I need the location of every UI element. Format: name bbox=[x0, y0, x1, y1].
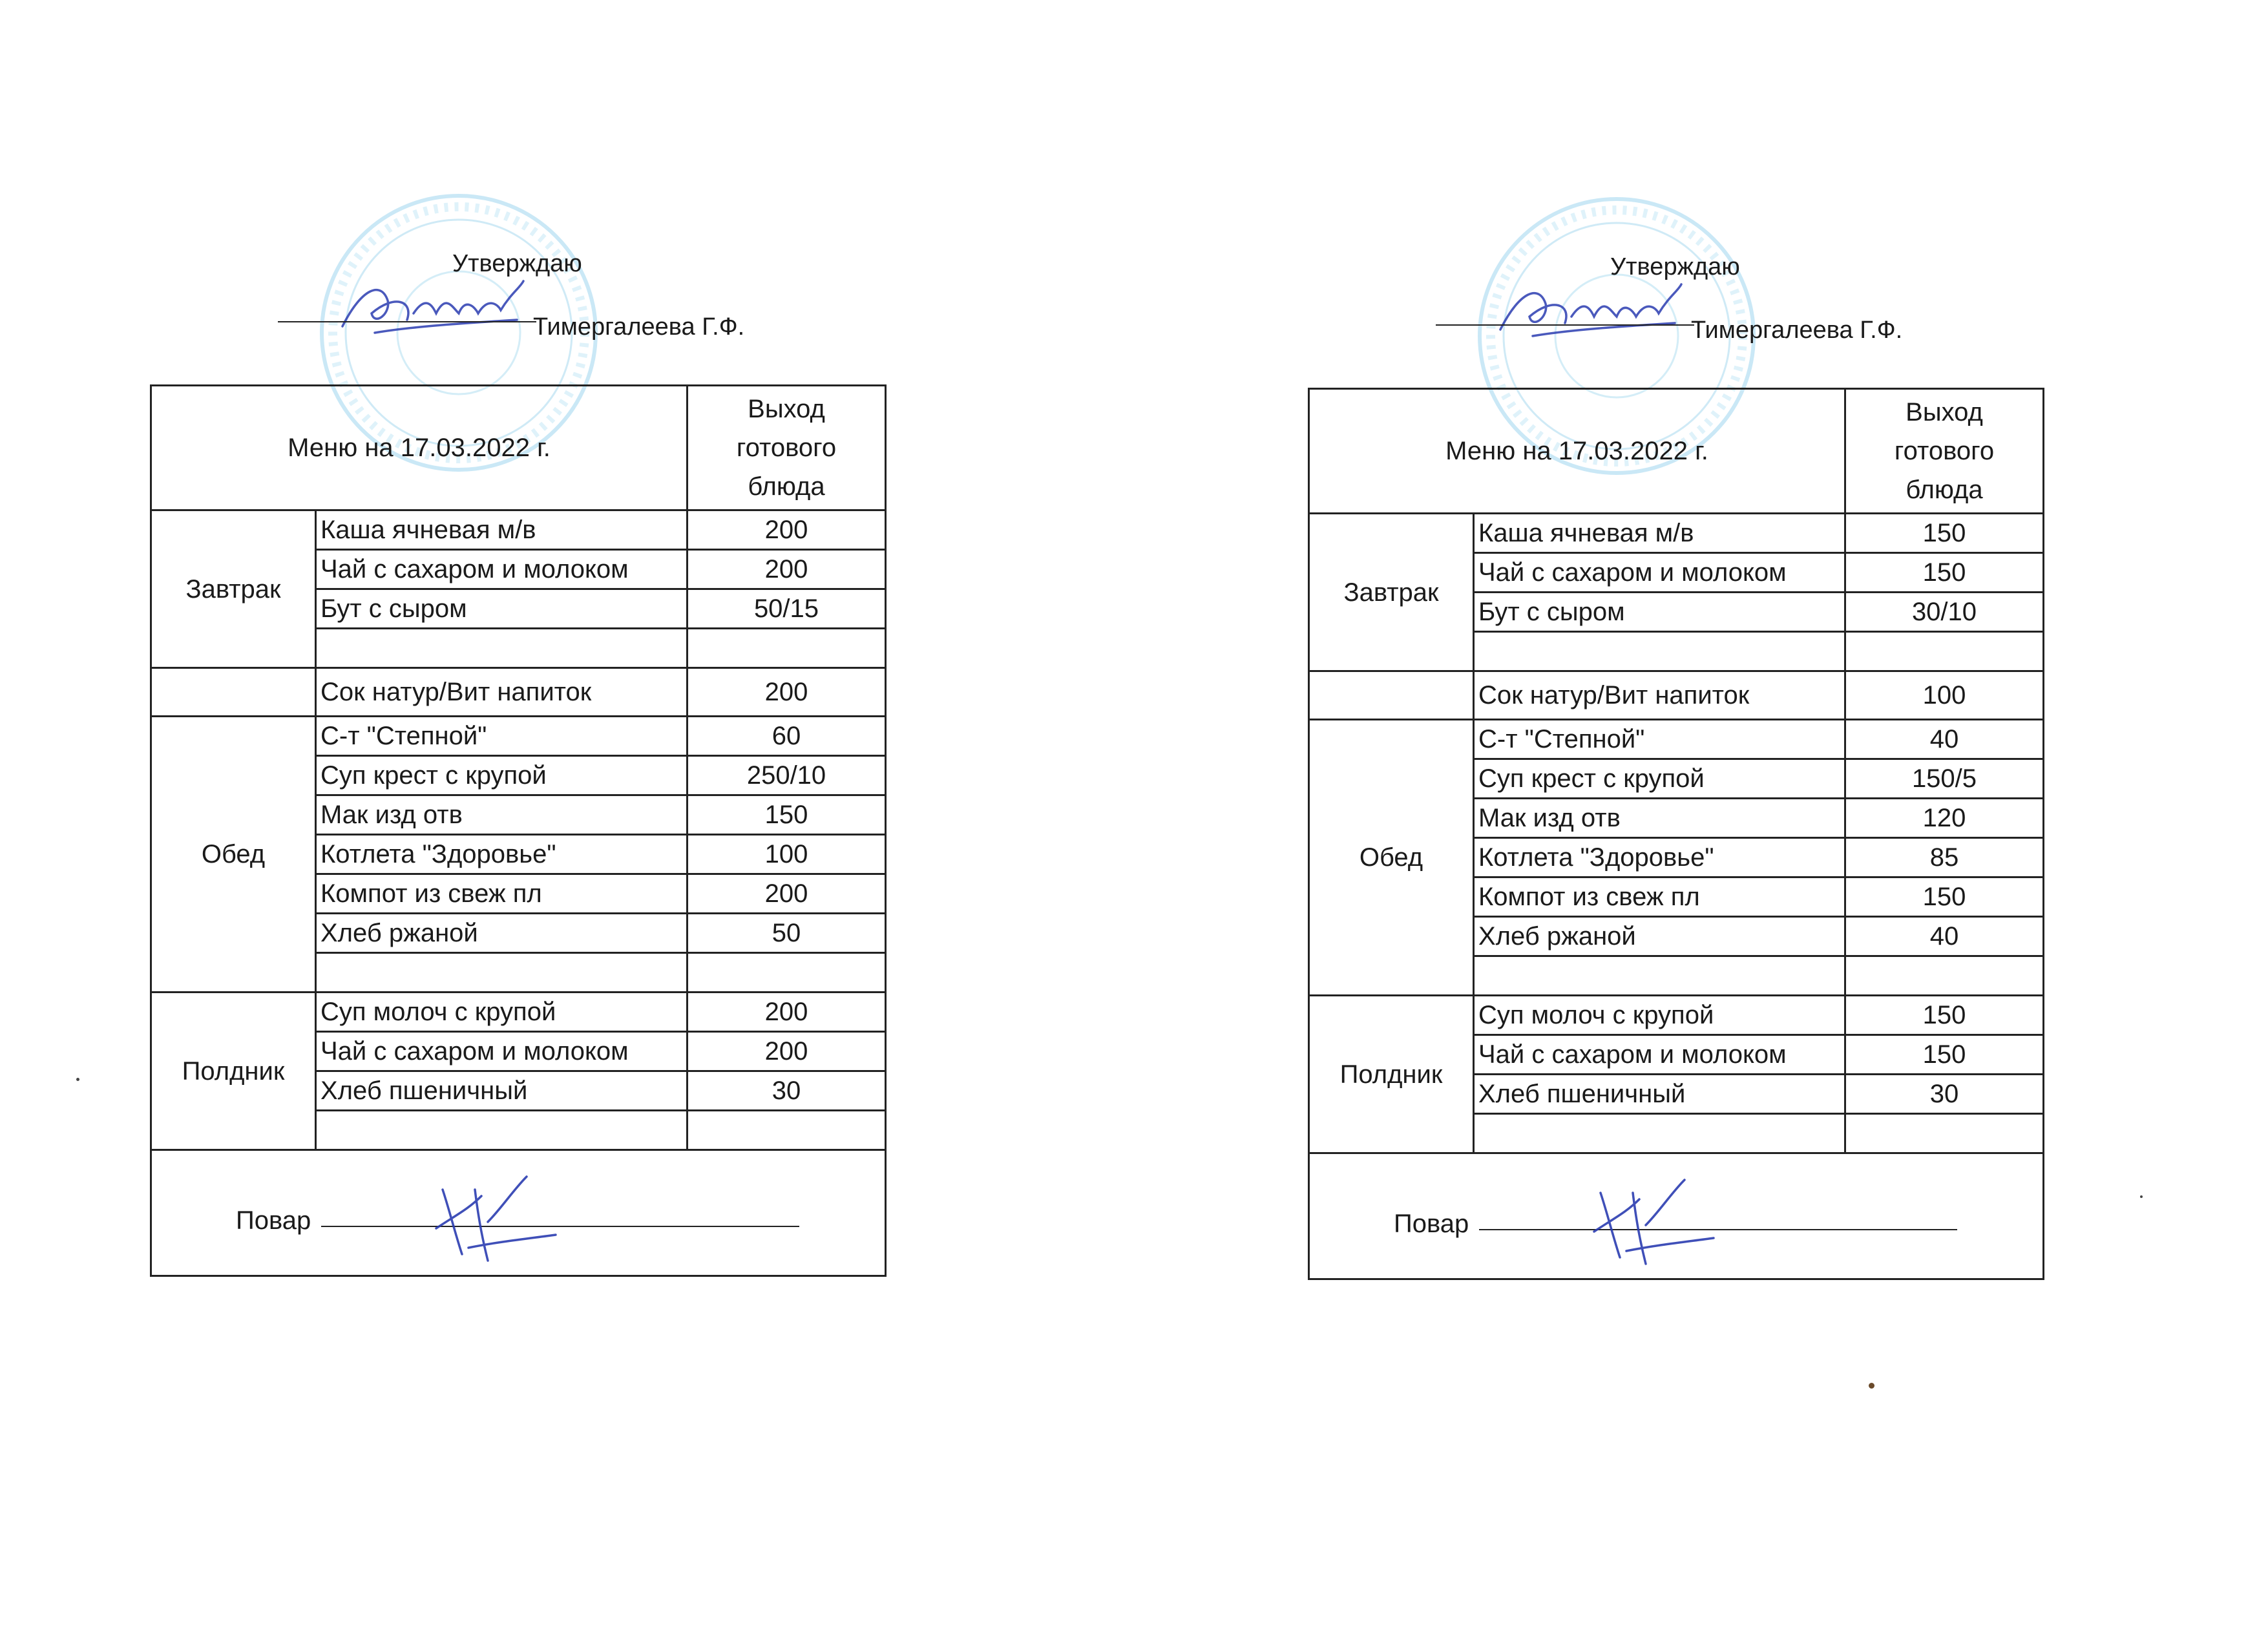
dish-name: Каша ячневая м/в bbox=[316, 510, 688, 550]
scan-speck bbox=[1869, 1383, 1874, 1389]
yield-header-line: готового bbox=[1894, 437, 1995, 465]
table-row bbox=[1309, 514, 2044, 553]
menu-sheet-left bbox=[142, 191, 918, 1548]
yield-header-line: блюда bbox=[748, 472, 825, 501]
dish-name: Чай с сахаром и молоком bbox=[1474, 553, 1845, 593]
director-signature-icon bbox=[1494, 278, 1688, 349]
cook-signature-line bbox=[1479, 1229, 1957, 1230]
dish-qty: 85 bbox=[1845, 838, 2044, 877]
yield-header bbox=[1845, 389, 2044, 514]
cook-signature-icon bbox=[1588, 1173, 1717, 1270]
dish-name: Суп молоч с крупой bbox=[316, 993, 688, 1032]
menu-table bbox=[1308, 388, 2044, 1280]
dish-name: С-т "Степной" bbox=[316, 717, 688, 756]
meal-label-empty bbox=[151, 668, 316, 717]
dish-qty: 30/10 bbox=[1845, 593, 2044, 632]
dish-qty: 30 bbox=[1845, 1075, 2044, 1114]
dish-name: Чай с сахаром и молоком bbox=[316, 1032, 688, 1071]
yield-header-line: блюда bbox=[1906, 476, 1983, 504]
yield-header-line: готового bbox=[736, 434, 837, 462]
dish-name: Котлета "Здоровье" bbox=[1474, 838, 1845, 877]
dish-qty: 150 bbox=[688, 795, 886, 835]
dish-qty: 200 bbox=[688, 874, 886, 914]
cook-row bbox=[151, 1150, 886, 1276]
dish-qty: 50 bbox=[688, 914, 886, 953]
dish-qty: 40 bbox=[1845, 720, 2044, 759]
meal-label-lunch: Обед bbox=[1309, 720, 1474, 996]
dish-name: Мак изд отв bbox=[316, 795, 688, 835]
dish-name: Компот из свеж пл bbox=[1474, 877, 1845, 917]
dish-qty bbox=[688, 1111, 886, 1150]
dish-qty: 150/5 bbox=[1845, 759, 2044, 799]
cook-signature-icon bbox=[430, 1170, 559, 1267]
table-row bbox=[151, 993, 886, 1032]
dish-qty bbox=[688, 953, 886, 993]
cook-label: Повар bbox=[1394, 1210, 1469, 1238]
scan-speck bbox=[2140, 1195, 2143, 1198]
dish-name bbox=[1474, 632, 1845, 671]
dish-qty: 50/15 bbox=[688, 589, 886, 629]
cook-signature-cell bbox=[151, 1150, 886, 1276]
dish-qty: 200 bbox=[688, 993, 886, 1032]
dish-name bbox=[1474, 1114, 1845, 1153]
dish-name bbox=[316, 1111, 688, 1150]
yield-header bbox=[688, 386, 886, 510]
menu-table bbox=[150, 384, 887, 1277]
dish-qty bbox=[1845, 1114, 2044, 1153]
dish-name: Бут с сыром bbox=[316, 589, 688, 629]
table-row bbox=[151, 717, 886, 756]
dish-qty: 150 bbox=[1845, 1035, 2044, 1075]
table-row bbox=[1309, 671, 2044, 720]
dish-name: Чай с сахаром и молоком bbox=[316, 550, 688, 589]
dish-qty: 150 bbox=[1845, 877, 2044, 917]
dish-qty: 200 bbox=[688, 668, 886, 717]
approval-block bbox=[1300, 194, 2075, 388]
meal-label-breakfast: Завтрак bbox=[1309, 514, 1474, 671]
dish-qty bbox=[688, 629, 886, 668]
dish-qty: 40 bbox=[1845, 917, 2044, 956]
yield-header-line: Выход bbox=[1906, 398, 1983, 426]
approve-label: Утверждаю bbox=[1610, 253, 1740, 280]
dish-name: Хлеб пшеничный bbox=[316, 1071, 688, 1111]
dish-name: Сок натур/Вит напиток bbox=[316, 668, 688, 717]
dish-name: Бут с сыром bbox=[1474, 593, 1845, 632]
dish-name: Котлета "Здоровье" bbox=[316, 835, 688, 874]
table-row bbox=[1309, 996, 2044, 1035]
menu-title: Меню на 17.03.2022 г. bbox=[1309, 389, 1845, 514]
meal-label-empty bbox=[1309, 671, 1474, 720]
table-header-row bbox=[1309, 389, 2044, 514]
approver-name: Тимергалеева Г.Ф. bbox=[533, 313, 745, 341]
director-signature-icon bbox=[336, 275, 530, 346]
table-row bbox=[151, 510, 886, 550]
approve-signature-line bbox=[1436, 324, 1694, 326]
dish-qty bbox=[1845, 956, 2044, 996]
cook-signature-cell bbox=[1309, 1153, 2044, 1279]
dish-name: Чай с сахаром и молоком bbox=[1474, 1035, 1845, 1075]
dish-qty: 200 bbox=[688, 510, 886, 550]
dish-qty: 30 bbox=[688, 1071, 886, 1111]
dish-name: Суп крест с крупой bbox=[1474, 759, 1845, 799]
cook-row bbox=[1309, 1153, 2044, 1279]
dish-name: Хлеб пшеничный bbox=[1474, 1075, 1845, 1114]
meal-label-breakfast: Завтрак bbox=[151, 510, 316, 668]
dish-qty: 250/10 bbox=[688, 756, 886, 795]
meal-label-snack: Полдник bbox=[151, 993, 316, 1150]
dish-qty: 200 bbox=[688, 550, 886, 589]
dish-qty: 150 bbox=[1845, 996, 2044, 1035]
dish-name: С-т "Степной" bbox=[1474, 720, 1845, 759]
dish-name: Компот из свеж пл bbox=[316, 874, 688, 914]
menu-title: Меню на 17.03.2022 г. bbox=[151, 386, 688, 510]
dish-name bbox=[316, 629, 688, 668]
dish-name: Хлеб ржаной bbox=[1474, 917, 1845, 956]
dish-qty: 100 bbox=[688, 835, 886, 874]
dish-qty: 200 bbox=[688, 1032, 886, 1071]
dish-name: Мак изд отв bbox=[1474, 799, 1845, 838]
dish-name: Суп крест с крупой bbox=[316, 756, 688, 795]
menu-sheet-right bbox=[1300, 194, 2075, 1551]
dish-qty: 150 bbox=[1845, 514, 2044, 553]
cook-label: Повар bbox=[236, 1206, 311, 1235]
dish-qty: 120 bbox=[1845, 799, 2044, 838]
dish-name: Суп молоч с крупой bbox=[1474, 996, 1845, 1035]
yield-header-line: Выход bbox=[748, 395, 825, 423]
scan-speck bbox=[76, 1078, 79, 1081]
dish-name bbox=[316, 953, 688, 993]
dish-qty: 60 bbox=[688, 717, 886, 756]
approve-label: Утверждаю bbox=[452, 250, 582, 277]
table-header-row bbox=[151, 386, 886, 510]
dish-name: Каша ячневая м/в bbox=[1474, 514, 1845, 553]
approve-signature-line bbox=[278, 321, 536, 322]
cook-signature-line bbox=[321, 1226, 799, 1227]
meal-label-snack: Полдник bbox=[1309, 996, 1474, 1153]
dish-name bbox=[1474, 956, 1845, 996]
dish-qty bbox=[1845, 632, 2044, 671]
dish-name: Сок натур/Вит напиток bbox=[1474, 671, 1845, 720]
table-row bbox=[151, 668, 886, 717]
dish-name: Хлеб ржаной bbox=[316, 914, 688, 953]
approval-block bbox=[142, 191, 918, 384]
approver-name: Тимергалеева Г.Ф. bbox=[1691, 317, 1903, 344]
meal-label-lunch: Обед bbox=[151, 717, 316, 993]
table-row bbox=[1309, 720, 2044, 759]
dish-qty: 150 bbox=[1845, 553, 2044, 593]
dish-qty: 100 bbox=[1845, 671, 2044, 720]
